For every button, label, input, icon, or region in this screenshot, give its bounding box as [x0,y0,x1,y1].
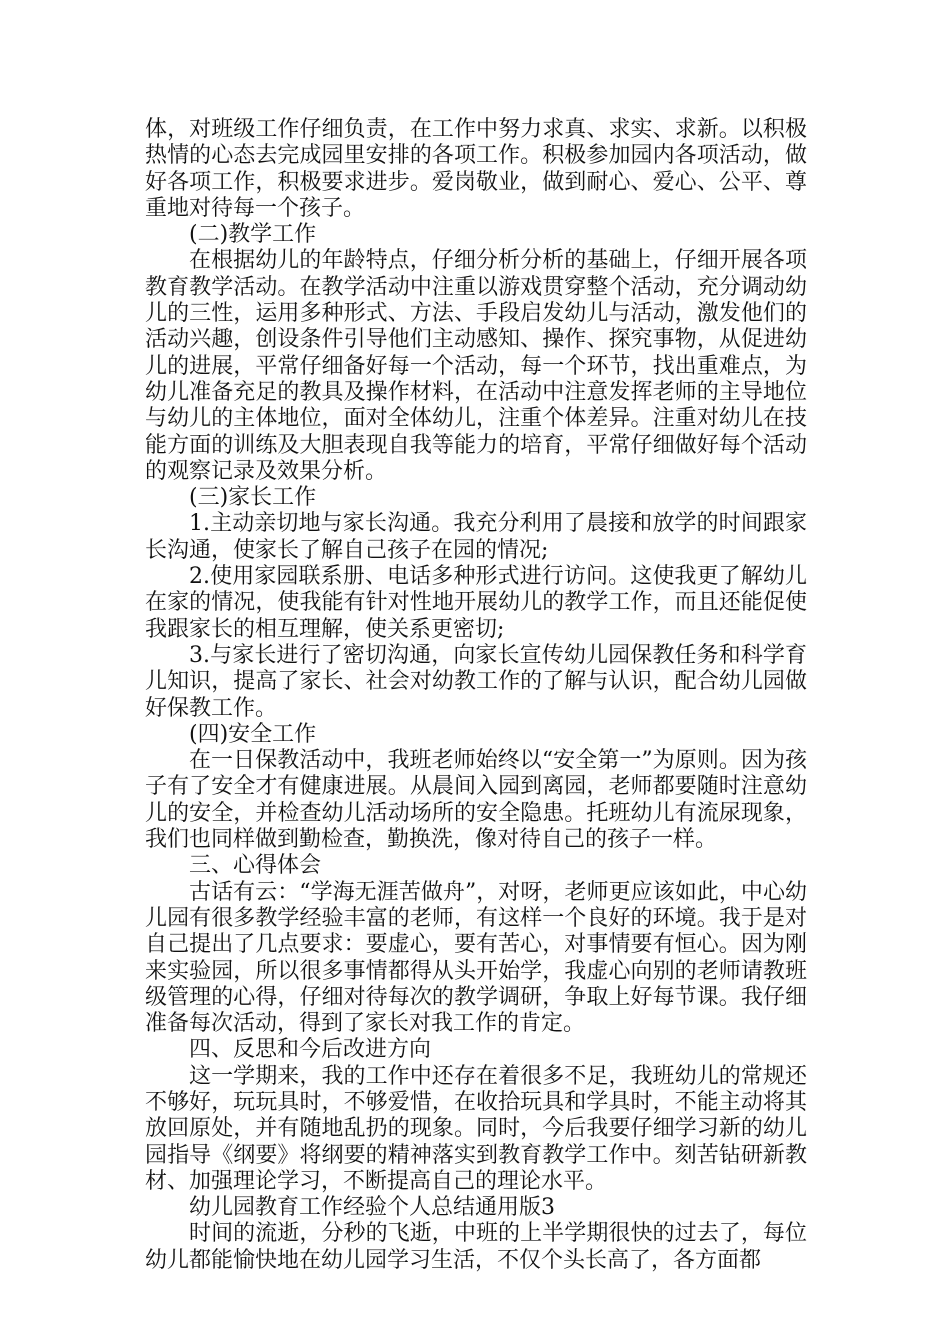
paragraph-parents-1: 1.主动亲切地与家长沟通。我充分利用了晨接和放学的时间跟家长沟通，使家长了解自己孩子在园的情况; [145,511,807,563]
paragraph-continuation: 体，对班级工作仔细负责，在工作中努力求真、求实、求新。以积极热情的心态去完成园里安排的各项工作。积极参加园内各项活动，做好各项工作，积极要求进步。爱岗敬业，做到耐心、爱心、公平、尊重地对待每一个孩子。 [145,117,807,221]
section-heading-safety: (四)安全工作 [189,721,317,747]
section-heading-parents: (三)家长工作 [189,485,317,511]
section-heading-reflection: 四、反思和今后改进方向 [189,1037,432,1063]
paragraph-parents-3: 3.与家长进行了密切沟通，向家长宣传幼儿园保教任务和科学育儿知识，提高了家长、社会对幼教工作的了解与认识，配合幼儿园做好保教工作。 [145,642,807,721]
section-heading-experience: 三、心得体会 [189,853,322,879]
paragraph-reflection: 这一学期来，我的工作中还存在着很多不足，我班幼儿的常规还不够好，玩玩具时，不够爱惜，在收拾玩具和学具时，不能主动将其放回原处，并有随地乱扔的现象。同时，今后我要仔细学习新的幼儿园指导《纲要》将纲要的精神落实到教育教学工作中。刻苦钻研新教材、加强理论学习，不断提高自己的理论水平。 [145,1063,807,1194]
document-page [145,117,807,1274]
section-heading-teaching: (二)教学工作 [189,222,317,248]
paragraph-safety: 在一日保教活动中，我班老师始终以“安全第一”为原则。因为孩子有了安全才有健康进展。从晨间入园到离园，老师都要随时注意幼儿的安全，并检查幼儿活动场所的安全隐患。托班幼儿有流尿现象，我们也同样做到勤检查，勤换洗，像对待自己的孩子一样。 [145,748,807,853]
paragraph-final: 时间的流逝，分秒的飞逝，中班的上半学期很快的过去了，每位幼儿都能愉快地在幼儿园学习生活，不仅个头长高了，各方面都 [145,1221,807,1273]
paragraph-experience: 古话有云：“学海无涯苦做舟”，对呀，老师更应该如此，中心幼儿园有很多教学经验丰富的老师，有这样一个良好的环境。我于是对自己提出了几点要求：要虚心，要有苦心，对事情要有恒心。因为刚来实验园，所以很多事情都得从头开始学，我虚心向别的老师请教班级管理的心得，仔细对待每次的教学调研，争取上好每节课。我仔细准备每次活动，得到了家长对我工作的肯定。 [145,879,807,1037]
document-subtitle: 幼儿园教育工作经验个人总结通用版3 [189,1195,555,1221]
paragraph-teaching: 在根据幼儿的年龄特点，仔细分析分析的基础上，仔细开展各项教育教学活动。在教学活动中注重以游戏贯穿整个活动，充分调动幼儿的三性，运用多种形式、方法、手段启发幼儿与活动，激发他们的活动兴趣，创设条件引导他们主动感知、操作、探究事物，从促进幼儿的进展，平常仔细备好每一个活动，每一个环节，找出重难点，为幼儿准备充足的教具及操作材料，在活动中注意发挥老师的主导地位与幼儿的主体地位，面对全体幼儿，注重个体差异。注重对幼儿在技能方面的训练及大胆表现自我等能力的培育，平常仔细做好每个活动的观察记录及效果分析。 [145,248,807,484]
paragraph-parents-2: 2.使用家园联系册、电话多种形式进行访问。这使我更了解幼儿在家的情况，使我能有针对性地开展幼儿的教学工作，而且还能促使我跟家长的相互理解，使关系更密切; [145,564,807,642]
